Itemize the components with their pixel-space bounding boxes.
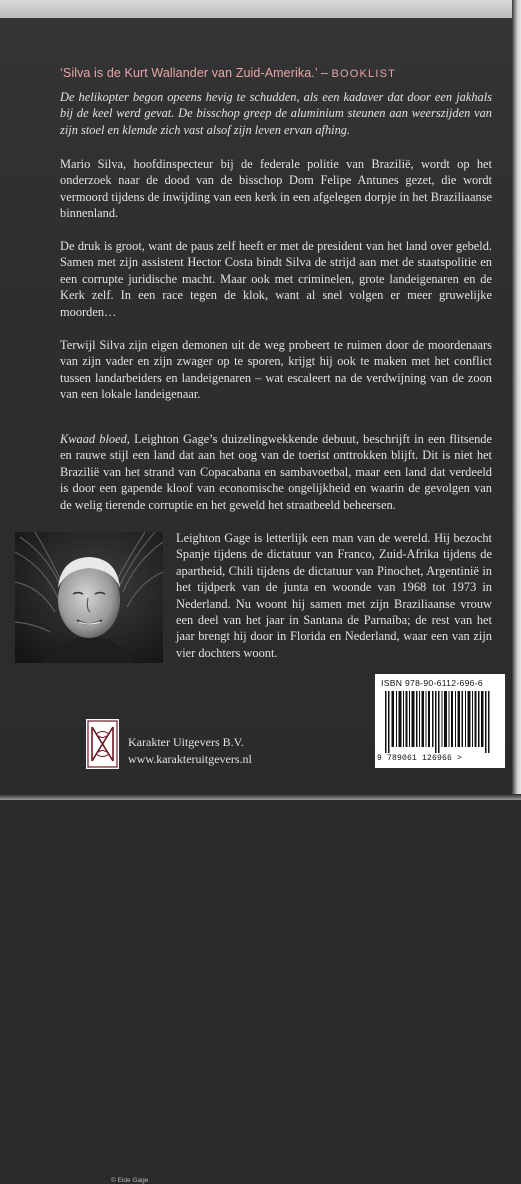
page-edge [512, 0, 521, 800]
book-title: Kwaad bloed [60, 432, 127, 446]
author-bio: Leighton Gage is letterlijk een man van de wereld. Hij bezocht Spanje tijdens de dictatuur van Franco, Zuid-Afrika tijdens de apartheid, Chili tijdens de dictatuur van Pinochet, Argentinië in het tijdperk van de junta en woonde van 1968 tot 1973 in Nederland. Nu woont hij samen met zijn Braziliaanse vrouw een deel van het jaar in Santana de Parnaíba; de rest van het jaar brengt hij door in Florida en Nederland, waar een van zijn vier dochters woont. [176, 531, 492, 660]
blurb-paragraph-2: De druk is groot, want de paus zelf heeft er met de president van het land over gebeld. Samen met zijn assistent Hector Costa bindt Silva de strijd aan met de staatspolitie en een corrupte juridische macht. Maar ook met criminelen, grote landeigenaren en de Kerk zelf. In een race tegen de klok, want al snel volgen er meer gruwelijke moorden… [60, 239, 492, 319]
photo-credit: © Eide Gage [111, 1177, 149, 1184]
publisher-url[interactable]: www.karakteruitgevers.nl [128, 751, 252, 766]
page-edge-bottom [0, 794, 521, 800]
author-portrait-illustration [15, 532, 163, 663]
barcode-digits: 9 789061 126966 > [377, 754, 463, 763]
quote-text: ‘Silva is de Kurt Wallander van Zuid-Amerika.’ [60, 66, 318, 80]
publisher-info [128, 734, 252, 767]
quote-source: BOOKLIST [331, 68, 397, 80]
blurb-paragraph-1: Mario Silva, hoofdinspecteur bij de federale politie van Brazilië, wordt op het onderzoek naar de dood van de bisschop Dom Felipe Antunes gezet, die wordt vermoord tijdens de inwijding van een kerk in een afgelegen dorpje in het Braziliaanse binnenland. [60, 157, 492, 221]
publisher-logo [86, 719, 119, 769]
publisher-logo-icon [86, 719, 119, 769]
barcode-box [375, 674, 505, 768]
review-quote [60, 66, 490, 80]
publisher-name: Karakter Uitgevers B.V. [128, 735, 244, 749]
barcode-icon [385, 691, 495, 753]
isbn-label: ISBN 978-90-6112-696-6 [381, 678, 483, 688]
excerpt-paragraph: De helikopter begon opeens hevig te schudden, als een kadaver dat door een jakhals bij de keel werd gevat. De bisschop greep de aluminium steunen aan weerszijden van zijn stoel en klemde zich vast alsof zijn leven ervan afhing. [60, 90, 492, 137]
quote-dash: – [317, 66, 332, 80]
cover-top-edge [0, 0, 521, 18]
author-photo [15, 532, 163, 1184]
blurb-paragraph-4-text: , Leighton Gage’s duizelingwekkende debuut, beschrijft in een flitsende en rauwe stijl een land dat aan het oog van de toerist onttrokken blijft. Dit is niet het Brazilië van het strand van Copacabana en sambavoetbal, maar een land dat verdeeld is door een gapende kloof van economische ongelijkheid en waarin de gevolgen van de welig tierende corruptie en het geweld het straatbeeld beheersen. [60, 432, 492, 512]
blurb-paragraph-4 [60, 431, 492, 513]
blurb-paragraph-3: Terwijl Silva zijn eigen demonen uit de weg probeert te ruimen door de moordenaars van zijn vader en zijn zwager op te sporen, krijgt hij ook te maken met het conflict tussen landarbeiders en landeigenaren – wat escaleert na de verdwijning van de zoon van een lokale landeigenaar. [60, 338, 492, 402]
